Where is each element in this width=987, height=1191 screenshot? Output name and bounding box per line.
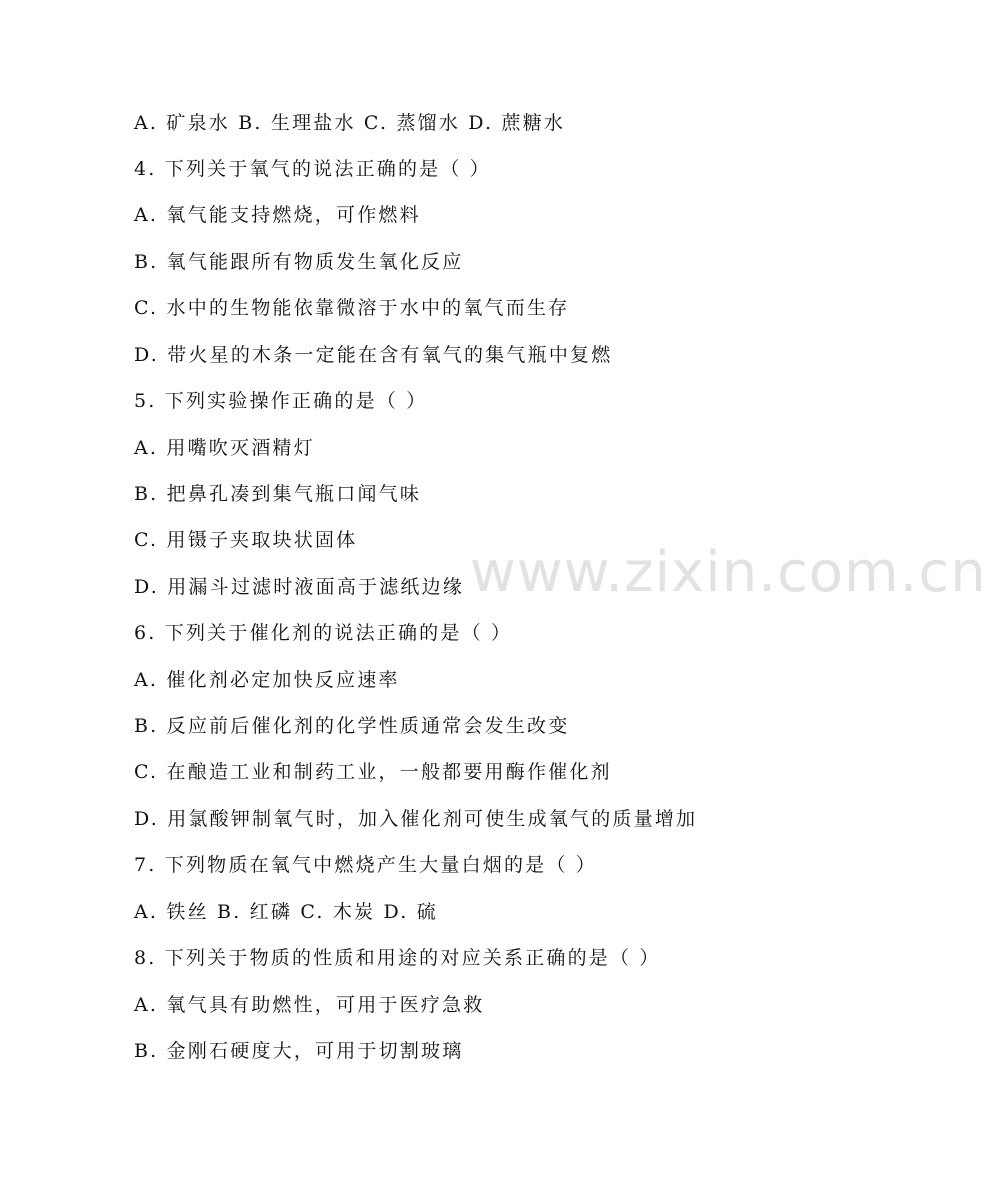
text-line: A. 催化剂必定加快反应速率 [134,669,400,691]
text-line: A. 铁丝 B. 红磷 C. 木炭 D. 硫 [134,901,438,923]
question-7: 7. 下列物质在氧气中燃烧产生大量白烟的是（ ） [134,854,598,876]
text-line: C. 在酿造工业和制药工业，一般都要用酶作催化剂 [134,761,612,783]
text-line: D. 用漏斗过滤时液面高于滤纸边缘 [134,576,465,598]
text-line: A. 氧气能支持燃烧，可作燃料 [134,204,421,226]
question-4: 4. 下列关于氧气的说法正确的是（ ） [134,158,492,180]
text-line: B. 氧气能跟所有物质发生氧化反应 [134,251,464,273]
text-line: A. 氧气具有助燃性，可用于医疗急救 [134,994,485,1016]
text-line: D. 带火星的木条一定能在含有氧气的集气瓶中复燃 [134,344,613,366]
text-line: C. 水中的生物能依靠微溶于水中的氧气而生存 [134,297,570,319]
text-line: A. 用嘴吹灭酒精灯 [134,437,315,459]
text-line: A. 矿泉水 B. 生理盐水 C. 蒸馏水 D. 蔗糖水 [134,112,566,134]
text-line: B. 把鼻孔凑到集气瓶口闻气味 [134,483,422,505]
question-8: 8. 下列关于物质的性质和用途的对应关系正确的是（ ） [134,947,661,969]
watermark: www.zixin.com.cn [470,540,987,605]
text-line: B. 反应前后催化剂的化学性质通常会发生改变 [134,715,570,737]
question-6: 6. 下列关于催化剂的说法正确的是（ ） [134,622,513,644]
text-line: D. 用氯酸钾制氧气时，加入催化剂可使生成氧气的质量增加 [134,808,698,830]
text-line: C. 用镊子夹取块状固体 [134,529,358,551]
text-line: B. 金刚石硬度大，可用于切割玻璃 [134,1040,464,1062]
question-5: 5. 下列实验操作正确的是（ ） [134,390,428,412]
